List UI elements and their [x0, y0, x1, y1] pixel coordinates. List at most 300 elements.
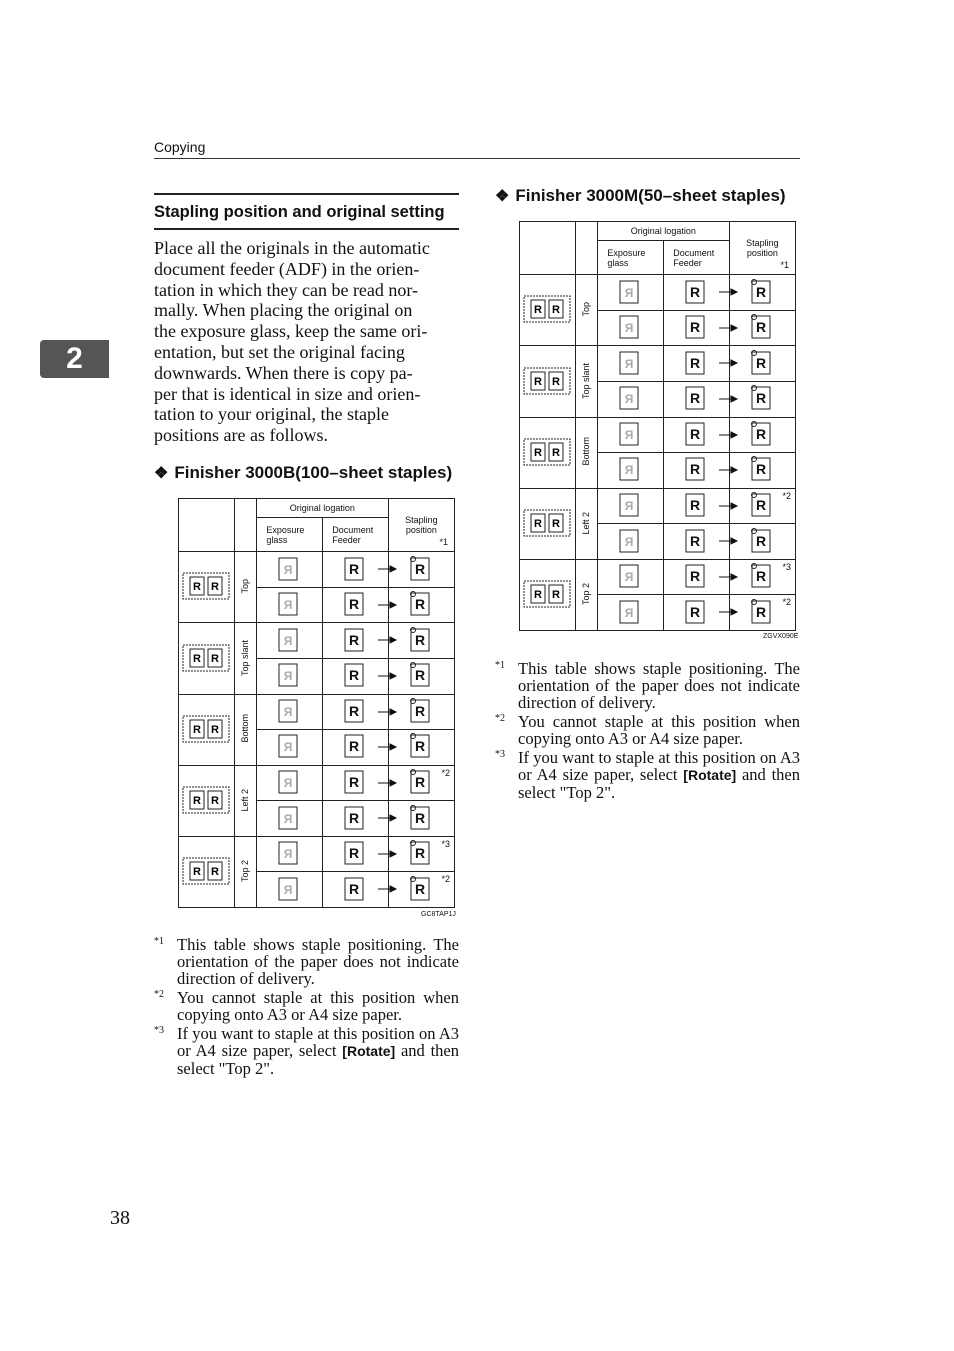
mirrored-r-glyph: Я: [625, 463, 634, 478]
original-icon-cell: [179, 552, 235, 623]
staple-position-cell: [388, 587, 454, 623]
staple-position-cell: [388, 694, 454, 730]
document-feeder-cell: [663, 346, 729, 382]
r-glyph: R: [552, 446, 561, 459]
r-glyph: R: [690, 425, 701, 442]
document-feeder-cell: [663, 524, 729, 560]
r-glyph: R: [756, 354, 767, 371]
document-feeder-cell: [322, 659, 388, 695]
exposure-glass-original-icon: [616, 455, 644, 483]
row-label: Bottom: [240, 714, 251, 743]
r-glyph: R: [690, 319, 701, 336]
row-label-cell: [575, 488, 597, 559]
staple-position-cell: [729, 346, 795, 382]
document-feeder-cell: [322, 587, 388, 623]
original-icon-cell: [520, 488, 576, 559]
mirrored-r-glyph: Я: [625, 427, 634, 442]
exposure-glass-cell: [597, 559, 663, 595]
staple-position-cell: [388, 659, 454, 695]
stapled-copy-icon: [748, 491, 776, 519]
stapled-copy-icon: [407, 839, 435, 867]
notes-b: [154, 936, 459, 1079]
mirrored-r-glyph: Я: [625, 321, 634, 336]
diamond-bullet-icon: ❖: [154, 465, 169, 482]
r-glyph: R: [756, 461, 767, 478]
figure-code-b: GC8TAP1J: [421, 911, 456, 918]
r-glyph: R: [415, 809, 426, 826]
table-row: [520, 346, 796, 382]
exposure-glass-cell: [256, 587, 322, 623]
header-stapling-position: [388, 499, 454, 552]
feeder-original-icon: [341, 661, 369, 689]
r-glyph: R: [211, 723, 220, 736]
feeder-original-icon: [682, 598, 710, 626]
body-line: tation to your original, the staple: [154, 404, 389, 425]
feeder-original-icon: [682, 455, 710, 483]
r-glyph: R: [349, 880, 360, 897]
footnote-mark: *3: [495, 749, 505, 760]
mirrored-r-glyph: Я: [625, 356, 634, 371]
r-glyph: R: [193, 794, 202, 807]
footnote-text: and then select "Top 2".: [518, 765, 801, 802]
staple-position-cell: [729, 488, 795, 524]
r-glyph: R: [349, 845, 360, 862]
original-document-icon: [182, 644, 230, 672]
row-label: Top slant: [581, 362, 592, 399]
exposure-glass-original-icon: [275, 626, 303, 654]
stapled-copy-icon: [748, 278, 776, 306]
header-exposure-glass: [597, 240, 663, 275]
mirrored-r-glyph: Я: [625, 570, 634, 585]
exposure-glass-label: Exposure glass: [607, 247, 646, 268]
header-blank: [520, 222, 576, 275]
row-label-cell: [234, 765, 256, 836]
original-icon-cell: [520, 417, 576, 488]
exposure-glass-cell: [597, 524, 663, 560]
table-row: [520, 559, 796, 595]
row-label-cell: [575, 346, 597, 417]
original-document-icon: [182, 786, 230, 814]
staple-position-cell: [729, 524, 795, 560]
exposure-glass-cell: [597, 453, 663, 489]
r-glyph: R: [534, 517, 543, 530]
rotate-key-label: [Rotate]: [683, 767, 737, 783]
r-glyph: R: [415, 667, 426, 684]
mirrored-r-glyph: Я: [625, 285, 634, 300]
body-line: mally. When placing the original on: [154, 300, 413, 321]
row-label-cell: [575, 559, 597, 630]
exposure-glass-cell: [597, 488, 663, 524]
stapled-copy-icon: [748, 598, 776, 626]
header-document-feeder: [663, 240, 729, 275]
mirrored-r-glyph: Я: [284, 776, 293, 790]
staple-table-b: [178, 498, 455, 908]
r-glyph: R: [552, 304, 561, 317]
document-feeder-cell: [322, 623, 388, 659]
finisher-b-heading: [154, 463, 452, 483]
mirrored-r-glyph: Я: [625, 605, 634, 620]
exposure-glass-cell: [597, 275, 663, 311]
exposure-glass-original-icon: [275, 661, 303, 689]
note-mark-2: *2: [441, 767, 450, 778]
r-glyph: R: [534, 446, 543, 459]
r-glyph: R: [552, 375, 561, 388]
document-feeder-label: Document Feeder: [673, 247, 715, 268]
feeder-original-icon: [682, 491, 710, 519]
running-header: Copying: [154, 139, 206, 155]
diamond-bullet-icon: ❖: [495, 188, 510, 205]
r-glyph: R: [534, 304, 543, 317]
original-document-icon: [182, 572, 230, 600]
document-feeder-cell: [322, 836, 388, 872]
mirrored-r-glyph: Я: [284, 704, 293, 719]
note-mark-2: *2: [782, 597, 791, 608]
exposure-glass-label: Exposure glass: [266, 524, 305, 545]
row-label: Top slant: [240, 639, 251, 676]
footnote-text: You cannot staple at this position when copying onto A3 or A4 size paper.: [518, 712, 800, 748]
r-glyph: R: [193, 581, 202, 594]
exposure-glass-cell: [597, 417, 663, 453]
feeder-original-icon: [341, 590, 369, 618]
feeder-original-icon: [682, 384, 710, 412]
mirrored-r-glyph: Я: [284, 847, 293, 862]
exposure-glass-cell: [597, 310, 663, 346]
row-label-cell: [575, 417, 597, 488]
document-feeder-cell: [322, 694, 388, 730]
r-glyph: R: [415, 845, 426, 862]
feeder-original-icon: [682, 527, 710, 555]
feeder-original-icon: [682, 313, 710, 341]
stapling-position-label: Stapling position: [746, 238, 779, 259]
table-row: [179, 552, 455, 588]
exposure-glass-original-icon: [616, 313, 644, 341]
document-feeder-cell: [663, 488, 729, 524]
mirrored-r-glyph: Я: [625, 499, 634, 513]
original-icon-cell: [179, 836, 235, 907]
footnote-mark: *2: [495, 713, 505, 724]
r-glyph: R: [193, 865, 202, 878]
document-feeder-cell: [322, 872, 388, 908]
document-feeder-cell: [322, 552, 388, 588]
staple-position-cell: [388, 730, 454, 766]
r-glyph: R: [349, 596, 360, 613]
original-document-icon: [523, 580, 571, 608]
stapled-copy-icon: [407, 661, 435, 689]
original-document-icon: [523, 367, 571, 395]
footnote-mark: *3: [154, 1025, 164, 1036]
footnote-2: [154, 989, 459, 1023]
r-glyph: R: [193, 723, 202, 736]
row-label-cell: [575, 275, 597, 346]
body-line: downwards. When there is copy pa-: [154, 362, 413, 383]
r-glyph: R: [211, 581, 220, 594]
header-original-logation: [256, 499, 388, 518]
staple-position-cell: [388, 765, 454, 801]
row-label: Top: [240, 579, 251, 594]
feeder-original-icon: [341, 804, 369, 832]
exposure-glass-cell: [256, 801, 322, 837]
exposure-glass-cell: [256, 836, 322, 872]
exposure-glass-original-icon: [275, 697, 303, 725]
r-glyph: R: [211, 865, 220, 878]
header-rule: [154, 158, 800, 159]
staple-position-cell: [729, 275, 795, 311]
footnote-text: If you want to staple at this position on A3 or A4 size paper, select: [518, 748, 800, 784]
footnote-text: and then select "Top 2".: [177, 1041, 460, 1078]
document-feeder-cell: [322, 801, 388, 837]
r-glyph: R: [690, 497, 701, 513]
original-icon-cell: [520, 559, 576, 630]
original-document-icon: [182, 715, 230, 743]
row-label: Bottom: [581, 437, 592, 466]
original-icon-cell: [520, 275, 576, 346]
feeder-original-icon: [341, 875, 369, 903]
mirrored-r-glyph: Я: [284, 562, 293, 577]
section-title: Stapling position and original setting: [154, 193, 459, 230]
staple-position-cell: [729, 382, 795, 418]
r-glyph: R: [349, 738, 360, 755]
exposure-glass-cell: [256, 694, 322, 730]
r-glyph: R: [690, 568, 701, 585]
r-glyph: R: [756, 603, 767, 620]
note-mark-1: *1: [780, 260, 789, 271]
staple-position-cell: [388, 836, 454, 872]
original-icon-cell: [179, 694, 235, 765]
exposure-glass-cell: [256, 552, 322, 588]
row-label: Left 2: [240, 788, 251, 812]
mirrored-r-glyph: Я: [284, 598, 293, 613]
r-glyph: R: [349, 809, 360, 826]
row-label: Top: [581, 302, 592, 317]
stapled-copy-icon: [407, 768, 435, 796]
r-glyph: R: [756, 390, 767, 407]
feeder-original-icon: [341, 839, 369, 867]
original-icon-cell: [520, 346, 576, 417]
table-row: [179, 836, 455, 872]
header-blank: [179, 499, 235, 552]
r-glyph: R: [756, 532, 767, 549]
feeder-original-icon: [341, 626, 369, 654]
chapter-tab: 2: [40, 340, 109, 378]
table-row: [520, 417, 796, 453]
finisher-b-title: Finisher 3000B(100–sheet staples): [174, 463, 453, 482]
r-glyph: R: [756, 568, 767, 585]
exposure-glass-cell: [256, 730, 322, 766]
exposure-glass-original-icon: [616, 278, 644, 306]
r-glyph: R: [193, 652, 202, 665]
row-label: Top 2: [581, 582, 592, 605]
header-blank: [575, 222, 597, 275]
row-label-cell: [234, 836, 256, 907]
original-icon-cell: [179, 623, 235, 694]
mirrored-r-glyph: Я: [284, 633, 293, 648]
feeder-original-icon: [341, 768, 369, 796]
exposure-glass-cell: [256, 623, 322, 659]
stapled-copy-icon: [748, 455, 776, 483]
header-stapling-position: [729, 222, 795, 275]
document-feeder-cell: [663, 559, 729, 595]
footnote-mark: *1: [495, 660, 505, 671]
note-mark-3: *3: [441, 838, 450, 849]
body-line: positions are as follows.: [154, 425, 328, 446]
document-feeder-cell: [663, 275, 729, 311]
body-line: per that is identical in size and orien-: [154, 383, 421, 404]
r-glyph: R: [690, 283, 701, 300]
table-row: [520, 488, 796, 524]
r-glyph: R: [552, 588, 561, 601]
original-document-icon: [523, 295, 571, 323]
feeder-original-icon: [682, 349, 710, 377]
r-glyph: R: [349, 631, 360, 648]
exposure-glass-original-icon: [275, 839, 303, 867]
stapled-copy-icon: [748, 349, 776, 377]
r-glyph: R: [534, 375, 543, 388]
stapled-copy-icon: [748, 384, 776, 412]
footnote-text: You cannot staple at this position when copying onto A3 or A4 size paper.: [177, 988, 459, 1024]
r-glyph: R: [552, 517, 561, 530]
r-glyph: R: [415, 596, 426, 613]
r-glyph: R: [756, 425, 767, 442]
staple-position-cell: [729, 453, 795, 489]
exposure-glass-cell: [597, 382, 663, 418]
header-document-feeder: [322, 517, 388, 552]
mirrored-r-glyph: Я: [284, 811, 293, 826]
body-line: tation in which they can be read nor-: [154, 279, 419, 300]
document-feeder-cell: [663, 595, 729, 631]
stapled-copy-icon: [407, 697, 435, 725]
original-document-icon: [182, 857, 230, 885]
r-glyph: R: [690, 390, 701, 407]
feeder-original-icon: [682, 420, 710, 448]
header-blank: [234, 499, 256, 552]
finisher-m-heading: [495, 186, 786, 206]
note-mark-2: *2: [441, 874, 450, 885]
body-line: document feeder (ADF) in the orien-: [154, 258, 420, 279]
original-icon-cell: [179, 765, 235, 836]
exposure-glass-original-icon: [275, 732, 303, 760]
staple-position-cell: [388, 623, 454, 659]
exposure-glass-original-icon: [616, 384, 644, 412]
stapled-copy-icon: [407, 875, 435, 903]
finisher-m-title: Finisher 3000M(50–sheet staples): [515, 186, 786, 205]
r-glyph: R: [349, 774, 360, 790]
feeder-original-icon: [341, 555, 369, 583]
r-glyph: R: [415, 880, 426, 897]
r-glyph: R: [756, 283, 767, 300]
stapled-copy-icon: [407, 555, 435, 583]
mirrored-r-glyph: Я: [284, 669, 293, 684]
exposure-glass-original-icon: [616, 420, 644, 448]
stapled-copy-icon: [748, 313, 776, 341]
staple-position-cell: [729, 310, 795, 346]
table-row: [179, 765, 455, 801]
row-label-cell: [234, 623, 256, 694]
r-glyph: R: [349, 560, 360, 577]
header-row: [520, 222, 796, 241]
original-logation-label: Original logation: [289, 502, 355, 513]
stapling-position-label: Stapling position: [405, 515, 438, 536]
staple-position-cell: [729, 417, 795, 453]
staple-position-cell: [388, 552, 454, 588]
r-glyph: R: [415, 631, 426, 648]
exposure-glass-original-icon: [616, 491, 644, 519]
stapled-copy-icon: [748, 420, 776, 448]
original-document-icon: [523, 438, 571, 466]
r-glyph: R: [690, 354, 701, 371]
rotate-key-label: [Rotate]: [342, 1043, 396, 1059]
r-glyph: R: [690, 461, 701, 478]
staple-position-cell: [388, 801, 454, 837]
footnote-3: [154, 1025, 459, 1077]
feeder-original-icon: [682, 278, 710, 306]
table-row: [179, 623, 455, 659]
document-feeder-cell: [322, 730, 388, 766]
footnote-text: If you want to staple at this position on A3 or A4 size paper, select: [177, 1024, 459, 1060]
r-glyph: R: [211, 794, 220, 807]
row-label: Top 2: [240, 859, 251, 882]
row-label-cell: [234, 694, 256, 765]
stapled-copy-icon: [407, 626, 435, 654]
r-glyph: R: [756, 319, 767, 336]
row-label-cell: [234, 552, 256, 623]
table-row: [179, 694, 455, 730]
r-glyph: R: [690, 532, 701, 549]
section-body: [154, 238, 459, 446]
notes-m: [495, 660, 800, 803]
document-feeder-cell: [322, 765, 388, 801]
footnote-1: [495, 660, 800, 711]
footnote-mark: *1: [154, 936, 164, 947]
footnote-mark: *2: [154, 989, 164, 1000]
exposure-glass-cell: [256, 872, 322, 908]
footnote-text: This table shows staple positioning. The orientation of the paper does not indicate direction of delivery.: [177, 935, 459, 988]
exposure-glass-original-icon: [616, 349, 644, 377]
body-line: entation, but set the original facing: [154, 341, 405, 362]
r-glyph: R: [349, 667, 360, 684]
stapled-copy-icon: [748, 527, 776, 555]
footnote-1: [154, 936, 459, 987]
mirrored-r-glyph: Я: [284, 740, 293, 755]
note-mark-3: *3: [782, 561, 791, 572]
r-glyph: R: [690, 603, 701, 620]
exposure-glass-original-icon: [275, 555, 303, 583]
staple-position-cell: [388, 872, 454, 908]
feeder-original-icon: [341, 697, 369, 725]
r-glyph: R: [415, 702, 426, 719]
original-document-icon: [523, 509, 571, 537]
staple-table-m: [519, 221, 796, 631]
stapled-copy-icon: [748, 562, 776, 590]
stapled-copy-icon: [407, 804, 435, 832]
document-feeder-cell: [663, 453, 729, 489]
r-glyph: R: [415, 738, 426, 755]
document-feeder-cell: [663, 382, 729, 418]
original-logation-label: Original logation: [630, 225, 696, 236]
row-label: Left 2: [581, 511, 592, 535]
header-exposure-glass: [256, 517, 322, 552]
r-glyph: R: [415, 560, 426, 577]
r-glyph: R: [349, 702, 360, 719]
exposure-glass-original-icon: [616, 527, 644, 555]
body-line: the exposure glass, keep the same ori-: [154, 321, 428, 342]
exposure-glass-original-icon: [275, 875, 303, 903]
header-row: [179, 499, 455, 518]
r-glyph: R: [211, 652, 220, 665]
stapled-copy-icon: [407, 590, 435, 618]
staple-position-cell: [729, 595, 795, 631]
mirrored-r-glyph: Я: [625, 534, 634, 549]
body-line: Place all the originals in the automatic: [154, 238, 430, 258]
